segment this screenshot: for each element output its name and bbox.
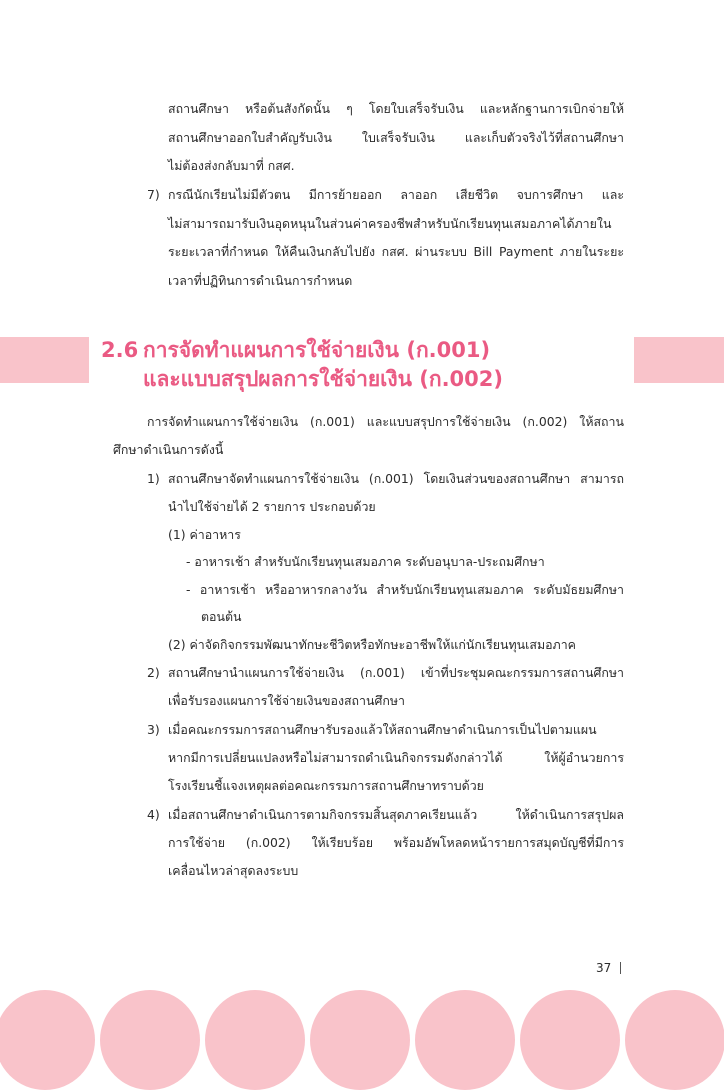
item-7-line-2: ไม่สามารถมารับเงินอุดหนุนในส่วนค่าครองชีพสำหรับนักเรียนทุนเสมอภาคได้ภายใน <box>168 216 612 231</box>
intro-line-2: สถานศึกษาออกใบสำคัญรับเงิน ใบเสร็จรับเงิน และเก็บตัวจริงไว้ที่สถานศึกษา <box>168 130 624 145</box>
paragraph-line-1: การจัดทำแผนการใช้จ่ายเงิน (ก.001) และแบบสรุปการใช้จ่ายเงิน (ก.002) ให้สถาน <box>147 414 624 429</box>
sub-1-bullet-1: - อาหารเช้า สำหรับนักเรียนทุนเสมอภาค ระดับอนุบาล-ประถมศึกษา <box>186 554 545 569</box>
item-7-line-4: เวลาที่ปฏิทินการดำเนินการกำหนด <box>168 273 353 288</box>
item-7-line-3: ระยะเวลาที่กำหนด ให้คืนเงินกลับไปยัง กสศ. ผ่านระบบ Bill Payment ภายในระยะ <box>168 244 624 259</box>
decorative-circle <box>310 990 410 1090</box>
intro-line-3: ไม่ต้องส่งกลับมาที่ กสศ. <box>168 158 295 173</box>
item-1-number: 1) <box>147 471 160 486</box>
sub-1-bullet-2-cont: ตอนต้น <box>201 609 242 624</box>
item-3-line-2: หากมีการเปลี่ยนแปลงหรือไม่สามารถดำเนินกิจกรรมดังกล่าวได้ ให้ผู้อำนวยการ <box>168 750 624 765</box>
item-7-number: 7) <box>147 187 160 202</box>
sub-1-bullet-2: - อาหารเช้า หรืออาหารกลางวัน สำหรับนักเรียนทุนเสมอภาค ระดับมัธยมศึกษา <box>186 582 624 597</box>
section-title-line-1: การจัดทำแผนการใช้จ่ายเงิน (ก.001) <box>143 338 491 362</box>
decorative-circle <box>415 990 515 1090</box>
decorative-circle <box>0 990 95 1090</box>
item-2-line-2: เพื่อรับรองแผนการใช้จ่ายเงินของสถานศึกษา <box>168 693 405 708</box>
intro-line-1: สถานศึกษา หรือต้นสังกัดนั้น ๆ โดยใบเสร็จรับเงิน และหลักฐานการเบิกจ่ายให้ <box>168 101 624 116</box>
item-4-number: 4) <box>147 807 160 822</box>
decorative-circle <box>625 990 724 1090</box>
item-3-line-1: เมื่อคณะกรรมการสถานศึกษารับรองแล้วให้สถานศึกษาดำเนินการเป็นไปตามแผน <box>168 722 597 737</box>
item-4-line-3: เคลื่อนไหวล่าสุดลงระบบ <box>168 863 299 878</box>
decorative-circle <box>100 990 200 1090</box>
sub-1-label: (1) ค่าอาหาร <box>168 527 241 542</box>
page-number-divider <box>620 962 621 974</box>
item-1-line-1: สถานศึกษาจัดทำแผนการใช้จ่ายเงิน (ก.001) โดยเงินส่วนของสถานศึกษา สามารถ <box>168 471 624 486</box>
item-4-line-2: การใช้จ่าย (ก.002) ให้เรียบร้อย พร้อมอัพโหลดหน้ารายการสมุดบัญชีที่มีการ <box>168 835 624 850</box>
item-4-line-1: เมื่อสถานศึกษาดำเนินการตามกิจกรรมสิ้นสุดภาคเรียนแล้ว ให้ดำเนินการสรุปผล <box>168 807 624 822</box>
heading-band-right <box>634 337 724 383</box>
paragraph-line-2: ศึกษาดำเนินการดังนี้ <box>113 442 224 457</box>
decorative-circle <box>520 990 620 1090</box>
section-title-line-2: และแบบสรุปผลการใช้จ่ายเงิน (ก.002) <box>143 367 503 391</box>
item-2-line-1: สถานศึกษานำแผนการใช้จ่ายเงิน (ก.001) เข้าที่ประชุมคณะกรรมการสถานศึกษา <box>168 665 624 680</box>
sub-2-label: (2) ค่าจัดกิจกรรมพัฒนาทักษะชีวิตหรือทักษะอาชีพให้แก่นักเรียนทุนเสมอภาค <box>168 637 576 652</box>
item-3-number: 3) <box>147 722 160 737</box>
item-7-line-1: กรณีนักเรียนไม่มีตัวตน มีการย้ายออก ลาออก เสียชีวิต จบการศึกษา และ <box>168 187 624 202</box>
page-number: 37 <box>596 961 612 975</box>
decorative-circle <box>205 990 305 1090</box>
item-1-line-2: นำไปใช้จ่ายได้ 2 รายการ ประกอบด้วย <box>168 499 376 514</box>
heading-band-left <box>0 337 89 383</box>
item-2-number: 2) <box>147 665 160 680</box>
item-3-line-3: โรงเรียนชี้แจงเหตุผลต่อคณะกรรมการสถานศึกษาทราบด้วย <box>168 778 484 793</box>
section-number: 2.6 <box>101 338 139 362</box>
